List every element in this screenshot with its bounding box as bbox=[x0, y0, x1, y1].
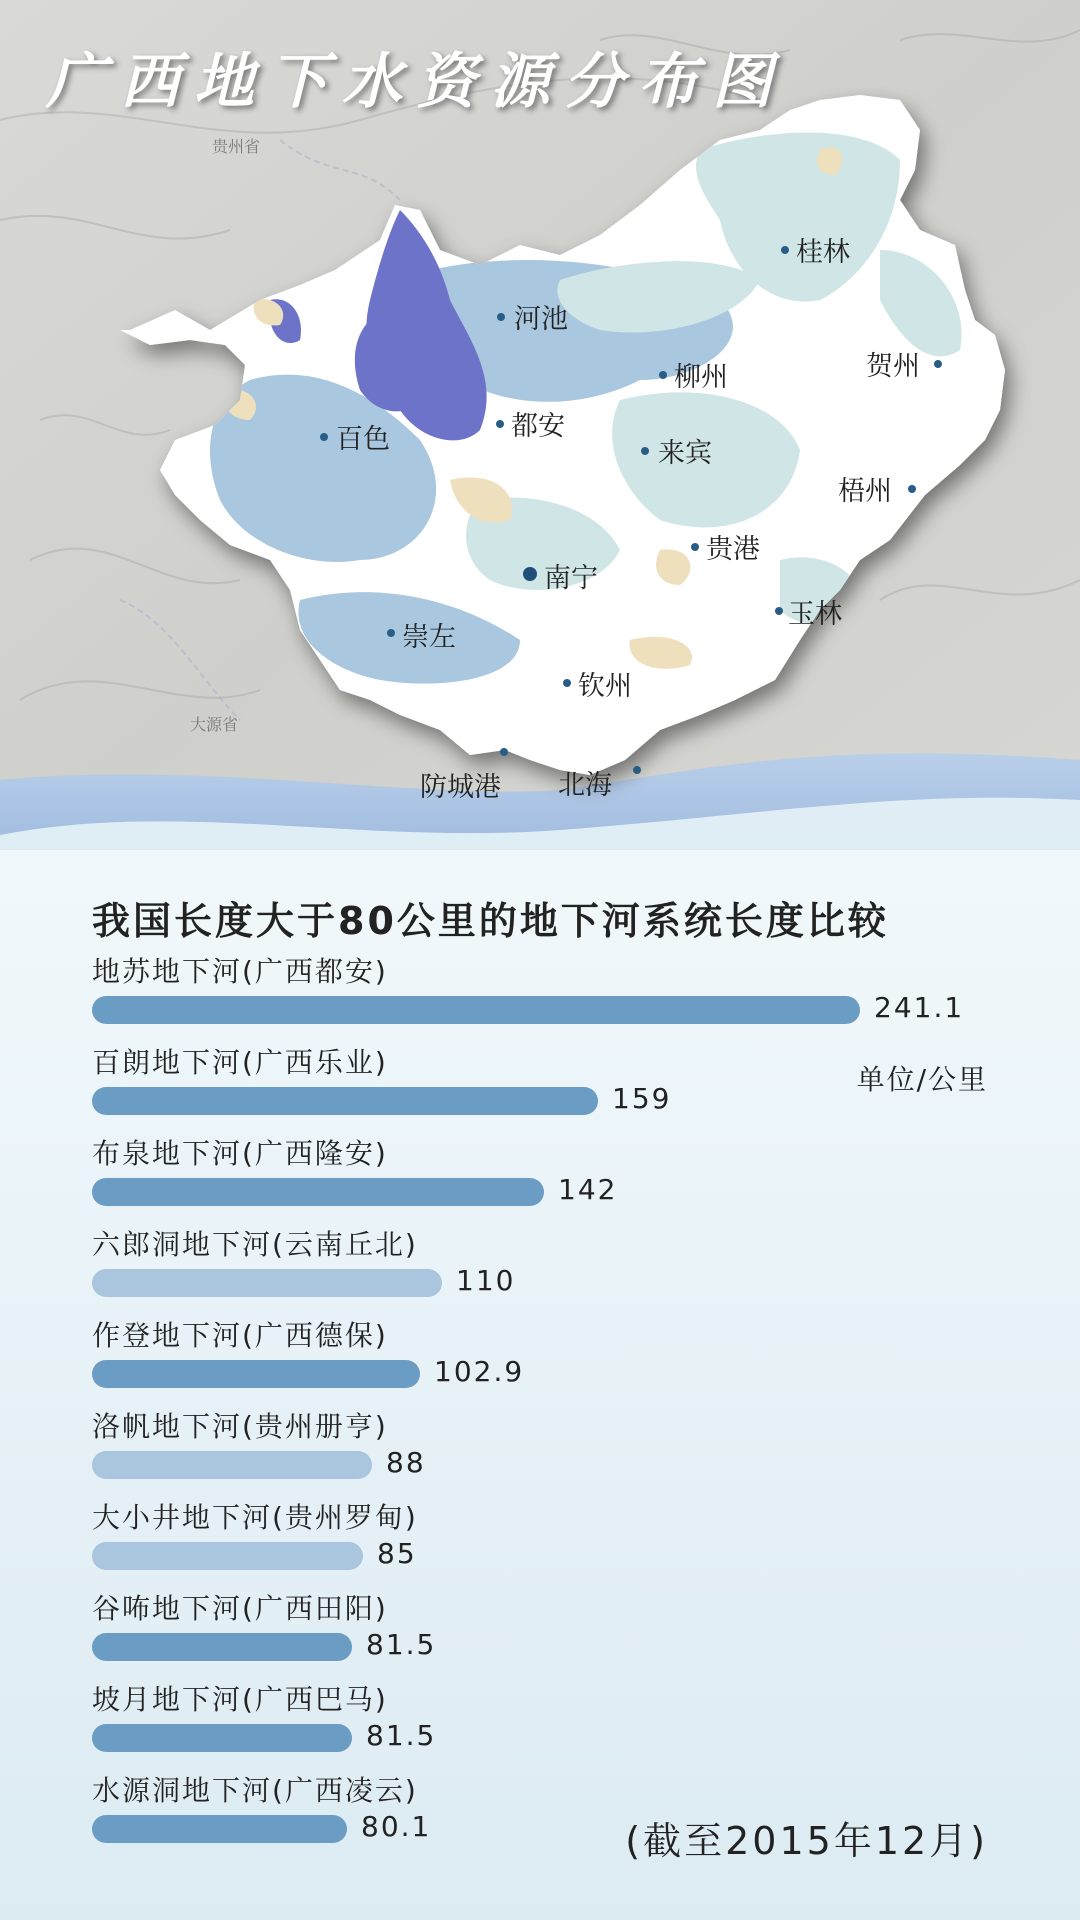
bar-chart bbox=[0, 850, 1080, 1920]
city-dot bbox=[934, 360, 942, 368]
bar-value-label: 102.9 bbox=[434, 1355, 525, 1388]
city-dot bbox=[497, 313, 505, 321]
bar-category-label: 布泉地下河(广西隆安) bbox=[92, 1137, 388, 1170]
bar-value-label: 80.1 bbox=[361, 1810, 432, 1843]
bar-value-label: 85 bbox=[377, 1537, 417, 1570]
bar-value-label: 159 bbox=[612, 1082, 672, 1115]
bar-category-label: 坡月地下河(广西巴马) bbox=[92, 1683, 388, 1716]
city-dot bbox=[659, 371, 667, 379]
bar-category-label: 百朗地下河(广西乐业) bbox=[92, 1046, 388, 1079]
unit-label: 单位/公里 bbox=[856, 1063, 988, 1096]
city-label-hechi: 河池 bbox=[514, 304, 568, 335]
city-dot bbox=[633, 766, 641, 774]
bar-value-label: 88 bbox=[386, 1446, 426, 1479]
city-dot bbox=[320, 433, 328, 441]
bar-value-label: 142 bbox=[558, 1173, 618, 1206]
city-dot bbox=[500, 748, 508, 756]
city-label-baise: 百色 bbox=[336, 424, 390, 455]
bar-category-label: 谷咘地下河(广西田阳) bbox=[92, 1592, 388, 1625]
bar bbox=[92, 1178, 544, 1206]
city-label-duan: 都安 bbox=[511, 411, 565, 442]
bar-category-label: 大小井地下河(贵州罗甸) bbox=[92, 1501, 418, 1534]
bar bbox=[92, 1360, 420, 1388]
bar-value-label: 81.5 bbox=[366, 1719, 437, 1752]
city-dot bbox=[775, 607, 783, 615]
city-dot bbox=[563, 679, 571, 687]
bar bbox=[92, 1724, 352, 1752]
city-label-hezhou: 贺州 bbox=[866, 351, 920, 382]
city-label-guilin: 桂林 bbox=[796, 237, 850, 268]
city-label-nanning: 南宁 bbox=[544, 563, 598, 594]
bar-category-label: 地苏地下河(广西都安) bbox=[92, 955, 388, 988]
city-label-beihai: 北海 bbox=[558, 770, 612, 801]
city-dot bbox=[691, 543, 699, 551]
city-label-fangchenggang: 防城港 bbox=[420, 772, 501, 803]
city-label-chongzuo: 崇左 bbox=[402, 622, 456, 653]
city-label-laibin: 来宾 bbox=[658, 438, 712, 469]
bar bbox=[92, 1633, 352, 1661]
bar bbox=[92, 1451, 372, 1479]
map-background-label: 大源省 bbox=[190, 715, 239, 734]
bar bbox=[92, 1269, 442, 1297]
city-label-guigang: 贵港 bbox=[706, 534, 760, 565]
city-label-wuzhou: 梧州 bbox=[838, 476, 892, 507]
city-dot bbox=[908, 485, 916, 493]
date-footnote: (截至2015年12月) bbox=[625, 1819, 988, 1863]
city-label-liuzhou: 柳州 bbox=[674, 362, 728, 393]
city-dot bbox=[496, 420, 504, 428]
city-label-yulin: 玉林 bbox=[788, 599, 842, 630]
city-dot bbox=[387, 629, 395, 637]
bar-category-label: 水源洞地下河(广西凌云) bbox=[92, 1774, 418, 1807]
bar bbox=[92, 996, 860, 1024]
bar bbox=[92, 1542, 363, 1570]
bar-value-label: 241.1 bbox=[874, 991, 965, 1024]
bar bbox=[92, 1087, 598, 1115]
bar-value-label: 110 bbox=[456, 1264, 516, 1297]
city-dot bbox=[641, 447, 649, 455]
chart-title: 我国长度大于80公里的地下河系统长度比较 bbox=[92, 899, 889, 943]
map-section bbox=[0, 0, 1080, 860]
map-background-label: 贵州省 bbox=[212, 137, 261, 156]
bar bbox=[92, 1815, 347, 1843]
city-label-qinzhou: 钦州 bbox=[578, 671, 632, 702]
bar-category-label: 六郎洞地下河(云南丘北) bbox=[92, 1228, 418, 1261]
city-dot-capital bbox=[523, 567, 537, 581]
city-dot bbox=[781, 246, 789, 254]
bar-category-label: 作登地下河(广西德保) bbox=[92, 1319, 388, 1352]
map-title: 广西地下水资源分布图 bbox=[46, 47, 786, 117]
bar-list bbox=[0, 850, 1080, 1920]
bar-category-label: 洛帆地下河(贵州册亨) bbox=[92, 1410, 388, 1443]
bar-value-label: 81.5 bbox=[366, 1628, 437, 1661]
